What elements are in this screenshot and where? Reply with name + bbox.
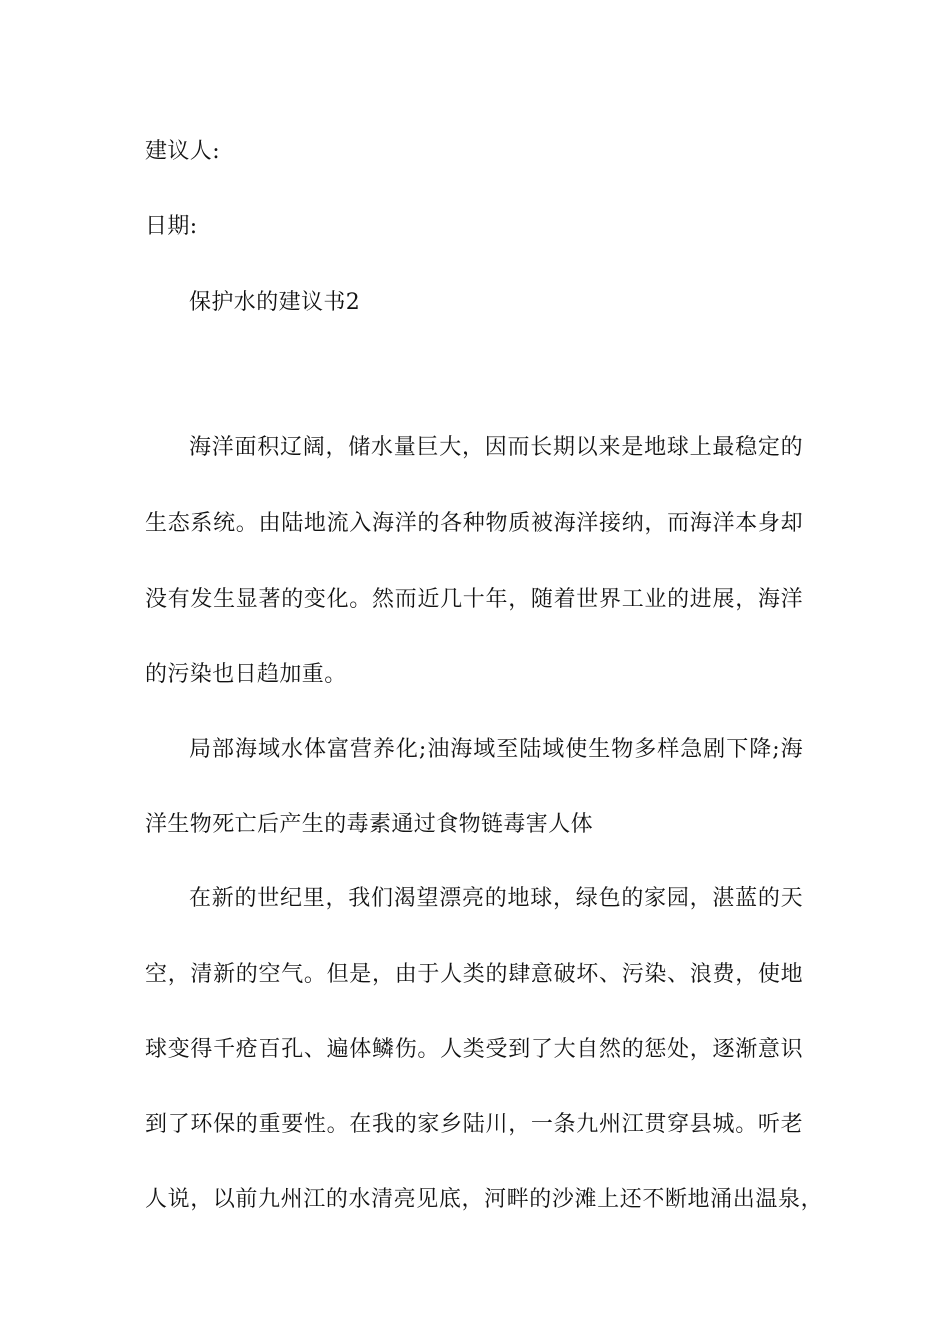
paragraph-1-line-2: 生态系统。由陆地流入海洋的各种物质被海洋接纳，而海洋本身却: [145, 511, 803, 536]
paragraph-1-line-1: 海洋面积辽阔，储水量巨大，因而长期以来是地球上最稳定的: [189, 435, 803, 460]
proposer-label: 建议人:: [145, 139, 221, 164]
paragraph-3-line-3: 球变得千疮百孔、遍体鳞伤。人类受到了大自然的惩处，逐渐意识: [145, 1037, 803, 1062]
paragraph-2-line-2: 洋生物死亡后产生的毒素通过食物链毒害人体: [145, 812, 594, 837]
paragraph-3-line-5: 人说，以前九州江的水清亮见底，河畔的沙滩上还不断地涌出温泉，: [145, 1187, 823, 1212]
paragraph-3-line-4: 到了环保的重要性。在我的家乡陆川，一条九州江贯穿县城。听老: [145, 1112, 803, 1137]
paragraph-3-line-1: 在新的世纪里，我们渴望漂亮的地球，绿色的家园，湛蓝的天: [189, 886, 803, 911]
section-title: 保护水的建议书2: [189, 290, 361, 315]
date-label: 日期:: [145, 214, 198, 239]
paragraph-3-line-2: 空，清新的空气。但是，由于人类的肆意破坏、污染、浪费，使地: [145, 962, 803, 987]
paragraph-2-line-1: 局部海域水体富营养化;油海域至陆域使生物多样急剧下降;海: [189, 737, 803, 762]
paragraph-1-line-4: 的污染也日趋加重。: [145, 662, 347, 687]
paragraph-1-line-3: 没有发生显著的变化。然而近几十年，随着世界工业的进展，海洋: [145, 587, 803, 612]
